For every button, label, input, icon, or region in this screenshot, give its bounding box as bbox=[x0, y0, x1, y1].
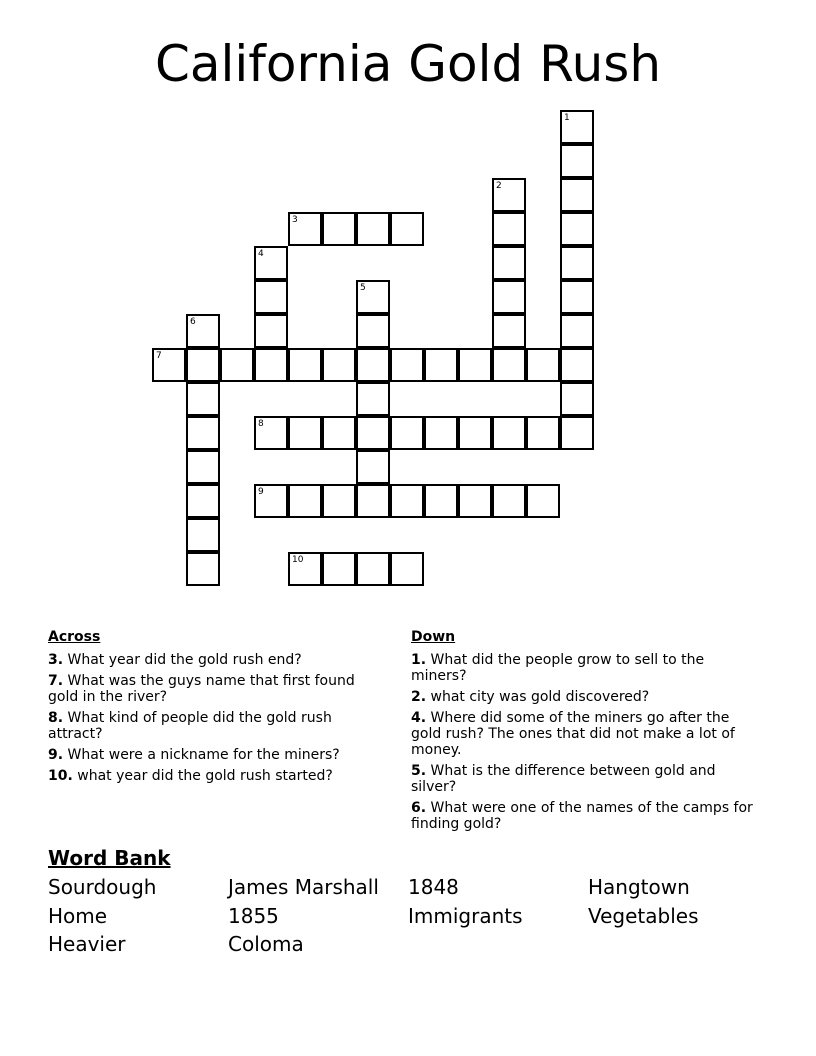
clue-number: 9 bbox=[258, 487, 264, 497]
down-clue bbox=[411, 800, 761, 832]
across-clue bbox=[48, 652, 378, 668]
grid-cell[interactable] bbox=[254, 246, 288, 280]
across-clues bbox=[48, 629, 378, 789]
clue-number: 6 bbox=[190, 317, 196, 327]
clue-number: 5. bbox=[411, 763, 427, 779]
clue-number: 5 bbox=[360, 283, 366, 293]
clue-number: 2 bbox=[496, 181, 502, 191]
word-bank-word: James Marshall bbox=[228, 875, 379, 899]
clue-number: 9. bbox=[48, 747, 64, 763]
word-bank bbox=[48, 845, 768, 959]
clue-text: What did the people grow to sell to the miners? bbox=[411, 652, 705, 684]
clue-text: what city was gold discovered? bbox=[426, 689, 650, 705]
clue-number: 3 bbox=[292, 215, 298, 225]
grid-cell[interactable] bbox=[492, 178, 526, 212]
grid-cell[interactable] bbox=[288, 484, 322, 518]
grid-cell[interactable] bbox=[356, 552, 390, 586]
grid-cell[interactable] bbox=[254, 280, 288, 314]
clue-number: 8. bbox=[48, 710, 64, 726]
word-bank-word: Home bbox=[48, 903, 108, 928]
grid-cell[interactable] bbox=[356, 348, 390, 382]
across-clue bbox=[48, 747, 378, 763]
grid-cell[interactable] bbox=[322, 212, 356, 246]
grid-cell[interactable] bbox=[390, 416, 424, 450]
down-clue bbox=[411, 710, 761, 758]
grid-cell[interactable] bbox=[492, 484, 526, 518]
grid-cell[interactable] bbox=[390, 348, 424, 382]
down-clue bbox=[411, 689, 761, 705]
grid-cell[interactable] bbox=[492, 246, 526, 280]
grid-cell[interactable] bbox=[458, 348, 492, 382]
grid-cell[interactable] bbox=[254, 484, 288, 518]
grid-cell[interactable] bbox=[288, 552, 322, 586]
grid-cell[interactable] bbox=[560, 416, 594, 450]
clue-number: 3. bbox=[48, 652, 64, 668]
grid-cell[interactable] bbox=[526, 348, 560, 382]
word-bank-word: 1848 bbox=[408, 875, 459, 899]
grid-cell[interactable] bbox=[492, 348, 526, 382]
word-bank-title: Word Bank bbox=[48, 846, 171, 870]
grid-cell[interactable] bbox=[322, 484, 356, 518]
clue-number: 4. bbox=[411, 710, 427, 726]
grid-cell[interactable] bbox=[356, 416, 390, 450]
clue-number: 1. bbox=[411, 652, 427, 668]
grid-cell[interactable] bbox=[560, 280, 594, 314]
clue-text: what year did the gold rush started? bbox=[72, 768, 333, 784]
grid-cell[interactable] bbox=[356, 212, 390, 246]
grid-cell[interactable] bbox=[458, 416, 492, 450]
down-clue bbox=[411, 763, 761, 795]
grid-cell[interactable] bbox=[356, 382, 390, 416]
grid-cell[interactable] bbox=[390, 552, 424, 586]
grid-cell[interactable] bbox=[356, 314, 390, 348]
grid-cell[interactable] bbox=[186, 484, 220, 518]
across-heading: Across bbox=[48, 629, 101, 645]
grid-cell[interactable] bbox=[492, 280, 526, 314]
clue-text: What was the guys name that first found gold in the river? bbox=[48, 673, 355, 705]
clue-number: 8 bbox=[258, 419, 264, 429]
grid-cell[interactable] bbox=[356, 484, 390, 518]
grid-cell[interactable] bbox=[560, 382, 594, 416]
grid-cell[interactable] bbox=[322, 348, 356, 382]
grid-cell[interactable] bbox=[322, 416, 356, 450]
grid-cell[interactable] bbox=[526, 484, 560, 518]
clue-text: What is the difference between gold and silver? bbox=[411, 763, 716, 795]
grid-cell[interactable] bbox=[356, 280, 390, 314]
clue-number: 10. bbox=[48, 768, 73, 784]
grid-cell[interactable] bbox=[288, 416, 322, 450]
grid-cell[interactable] bbox=[560, 314, 594, 348]
word-bank-word: Sourdough bbox=[48, 875, 157, 899]
grid-cell[interactable] bbox=[526, 416, 560, 450]
grid-cell[interactable] bbox=[458, 484, 492, 518]
clue-number: 4 bbox=[258, 249, 264, 259]
grid-cell[interactable] bbox=[492, 416, 526, 450]
clue-number: 7. bbox=[48, 673, 64, 689]
across-clue bbox=[48, 673, 378, 705]
down-clues bbox=[411, 629, 761, 837]
grid-cell[interactable] bbox=[560, 246, 594, 280]
word-bank-word: Heavier bbox=[48, 932, 126, 956]
grid-cell[interactable] bbox=[424, 416, 458, 450]
grid-cell[interactable] bbox=[254, 416, 288, 450]
clue-text: What were a nickname for the miners? bbox=[63, 747, 340, 763]
grid-cell[interactable] bbox=[186, 382, 220, 416]
grid-cell[interactable] bbox=[390, 212, 424, 246]
grid-cell[interactable] bbox=[186, 314, 220, 348]
word-bank-word: Coloma bbox=[228, 932, 304, 956]
grid-cell[interactable] bbox=[560, 348, 594, 382]
grid-cell[interactable] bbox=[492, 314, 526, 348]
down-heading: Down bbox=[411, 629, 456, 645]
grid-cell[interactable] bbox=[356, 450, 390, 484]
grid-cell[interactable] bbox=[186, 416, 220, 450]
grid-cell[interactable] bbox=[186, 450, 220, 484]
clue-text: Where did some of the miners go after the gold rush? The ones that did not make a lot of money. bbox=[411, 710, 735, 758]
grid-cell[interactable] bbox=[288, 348, 322, 382]
grid-cell[interactable] bbox=[220, 348, 254, 382]
clue-number: 2. bbox=[411, 689, 427, 705]
down-clue bbox=[411, 652, 761, 684]
grid-cell[interactable] bbox=[560, 212, 594, 246]
page-title: California Gold Rush bbox=[154, 35, 662, 93]
clue-number: 7 bbox=[156, 351, 162, 361]
grid-cell[interactable] bbox=[560, 110, 594, 144]
clue-number: 1 bbox=[564, 113, 570, 123]
word-bank-word: Immigrants bbox=[408, 903, 523, 928]
grid-cell[interactable] bbox=[492, 212, 526, 246]
grid-cell[interactable] bbox=[322, 552, 356, 586]
grid-cell[interactable] bbox=[424, 484, 458, 518]
grid-cell[interactable] bbox=[390, 484, 424, 518]
grid-cell[interactable] bbox=[424, 348, 458, 382]
grid-cell[interactable] bbox=[288, 212, 322, 246]
word-bank-word: Hangtown bbox=[588, 875, 690, 899]
across-clue bbox=[48, 768, 378, 784]
grid-cell[interactable] bbox=[186, 518, 220, 552]
clue-number: 10 bbox=[292, 555, 304, 565]
across-clue bbox=[48, 710, 378, 742]
clue-text: What were one of the names of the camps for finding gold? bbox=[411, 800, 753, 832]
grid-cell[interactable] bbox=[254, 314, 288, 348]
grid-cell[interactable] bbox=[186, 348, 220, 382]
grid-cell[interactable] bbox=[254, 348, 288, 382]
clue-number: 6. bbox=[411, 800, 427, 816]
clue-text: What year did the gold rush end? bbox=[63, 652, 302, 668]
grid-cell[interactable] bbox=[560, 144, 594, 178]
grid-cell[interactable] bbox=[152, 348, 186, 382]
word-bank-word: Vegetables bbox=[588, 903, 699, 928]
clue-text: What kind of people did the gold rush attract? bbox=[48, 710, 332, 742]
grid-cell[interactable] bbox=[560, 178, 594, 212]
grid-cell[interactable] bbox=[186, 552, 220, 586]
word-bank-word: 1855 bbox=[228, 903, 279, 928]
